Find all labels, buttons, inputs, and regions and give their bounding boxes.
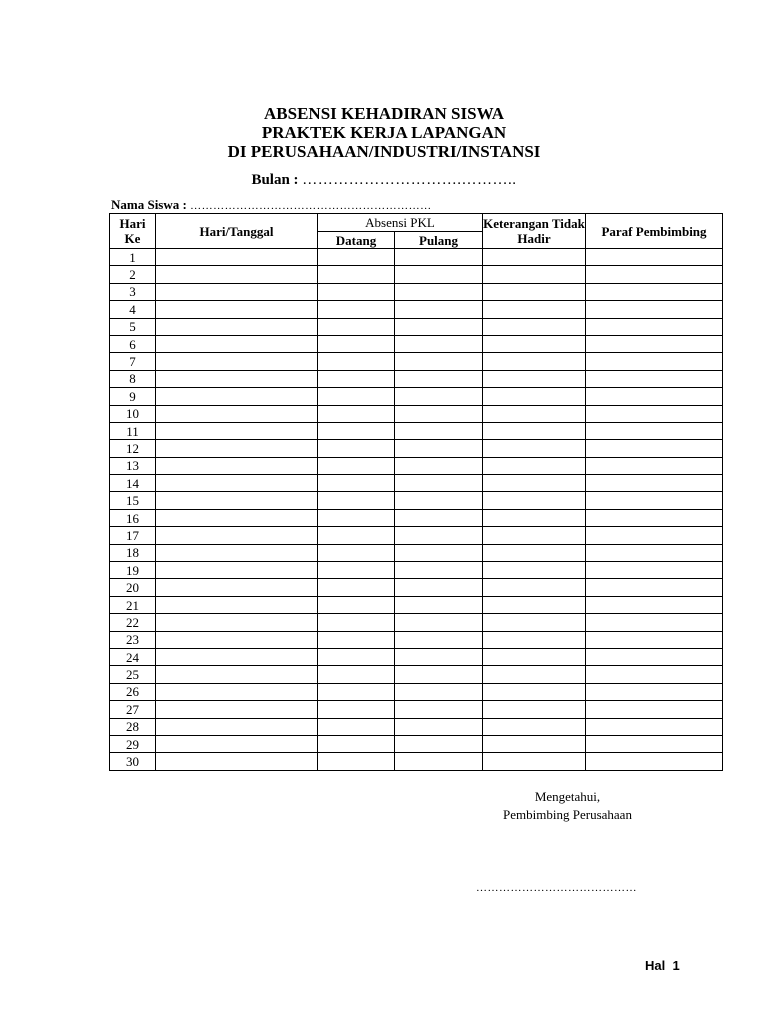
hari-tanggal-cell [156, 614, 318, 631]
paraf-cell [586, 405, 723, 422]
paraf-cell [586, 475, 723, 492]
paraf-cell [586, 753, 723, 770]
datang-cell [318, 440, 395, 457]
pulang-cell [395, 683, 483, 700]
table-row [110, 370, 723, 387]
row-number: 24 [110, 648, 156, 665]
pulang-cell [395, 266, 483, 283]
datang-cell [318, 283, 395, 300]
hari-tanggal-cell [156, 596, 318, 613]
table-row [110, 527, 723, 544]
table-row [110, 753, 723, 770]
paraf-cell [586, 370, 723, 387]
hari-tanggal-cell [156, 422, 318, 439]
hari-tanggal-cell [156, 388, 318, 405]
attendance-table-body [110, 249, 723, 771]
keterangan-cell [483, 370, 586, 387]
hari-tanggal-cell [156, 353, 318, 370]
row-number: 29 [110, 735, 156, 752]
table-row [110, 614, 723, 631]
header-keterangan: Keterangan Tidak Hadir [483, 214, 586, 249]
pulang-cell [395, 631, 483, 648]
keterangan-cell [483, 492, 586, 509]
hari-tanggal-cell [156, 370, 318, 387]
pulang-cell [395, 562, 483, 579]
datang-cell [318, 701, 395, 718]
keterangan-cell [483, 475, 586, 492]
paraf-cell [586, 388, 723, 405]
hari-tanggal-cell [156, 457, 318, 474]
paraf-cell [586, 249, 723, 266]
datang-cell [318, 735, 395, 752]
paraf-cell [586, 544, 723, 561]
signature-dots: …………………………………… [476, 882, 637, 894]
keterangan-cell [483, 562, 586, 579]
pulang-cell [395, 335, 483, 352]
paraf-cell [586, 614, 723, 631]
paraf-cell [586, 301, 723, 318]
datang-cell [318, 631, 395, 648]
hari-tanggal-cell [156, 753, 318, 770]
paraf-cell [586, 562, 723, 579]
hari-tanggal-cell [156, 579, 318, 596]
paraf-cell [586, 440, 723, 457]
nama-siswa-dots: ……………………………………………………… [190, 200, 432, 212]
table-row [110, 475, 723, 492]
row-number: 10 [110, 405, 156, 422]
document-title [0, 104, 768, 161]
nama-siswa-label: Nama Siswa : [111, 197, 187, 212]
hari-tanggal-cell [156, 266, 318, 283]
keterangan-cell [483, 527, 586, 544]
keterangan-cell [483, 753, 586, 770]
row-number: 15 [110, 492, 156, 509]
table-row [110, 579, 723, 596]
keterangan-cell [483, 614, 586, 631]
pulang-cell [395, 527, 483, 544]
table-row [110, 631, 723, 648]
datang-cell [318, 753, 395, 770]
paraf-cell [586, 735, 723, 752]
row-number: 30 [110, 753, 156, 770]
title-line-3: DI PERUSAHAAN/INDUSTRI/INSTANSI [227, 142, 541, 161]
bulan-dots: ………………………….……….. [302, 172, 517, 188]
table-row [110, 301, 723, 318]
row-number: 27 [110, 701, 156, 718]
keterangan-cell [483, 579, 586, 596]
table-row [110, 335, 723, 352]
pulang-cell [395, 735, 483, 752]
pulang-cell [395, 318, 483, 335]
pulang-cell [395, 509, 483, 526]
pulang-cell [395, 666, 483, 683]
table-row [110, 509, 723, 526]
title-line-2: PRAKTEK KERJA LAPANGAN [261, 123, 507, 142]
pulang-cell [395, 544, 483, 561]
pulang-cell [395, 579, 483, 596]
table-row [110, 266, 723, 283]
pulang-cell [395, 353, 483, 370]
keterangan-cell [483, 318, 586, 335]
paraf-cell [586, 509, 723, 526]
paraf-cell [586, 492, 723, 509]
paraf-cell [586, 718, 723, 735]
paraf-cell [586, 353, 723, 370]
pulang-cell [395, 614, 483, 631]
pulang-cell [395, 388, 483, 405]
datang-cell [318, 335, 395, 352]
table-row [110, 353, 723, 370]
datang-cell [318, 562, 395, 579]
header-paraf: Paraf Pembimbing [586, 214, 723, 249]
hari-tanggal-cell [156, 527, 318, 544]
signature-line-2: Pembimbing Perusahaan [503, 807, 632, 822]
pulang-cell [395, 283, 483, 300]
keterangan-cell [483, 335, 586, 352]
row-number: 14 [110, 475, 156, 492]
page-number: Hal 1 [645, 958, 680, 973]
hari-tanggal-cell [156, 335, 318, 352]
hari-tanggal-cell [156, 318, 318, 335]
row-number: 4 [110, 301, 156, 318]
table-row [110, 701, 723, 718]
paraf-cell [586, 631, 723, 648]
paraf-cell [586, 683, 723, 700]
keterangan-cell [483, 631, 586, 648]
row-number: 8 [110, 370, 156, 387]
nama-siswa-field [111, 197, 432, 213]
pulang-cell [395, 701, 483, 718]
header-hari-ke: Hari Ke [110, 214, 156, 249]
signature-line-1: Mengetahui, [534, 789, 601, 804]
hari-tanggal-cell [156, 405, 318, 422]
keterangan-cell [483, 249, 586, 266]
keterangan-cell [483, 718, 586, 735]
row-number: 18 [110, 544, 156, 561]
keterangan-cell [483, 666, 586, 683]
hari-tanggal-cell [156, 631, 318, 648]
attendance-table [109, 213, 723, 771]
table-row [110, 718, 723, 735]
hari-tanggal-cell [156, 735, 318, 752]
datang-cell [318, 266, 395, 283]
bulan-label: Bulan : [251, 172, 299, 188]
row-number: 16 [110, 509, 156, 526]
table-row [110, 422, 723, 439]
hari-tanggal-cell [156, 301, 318, 318]
datang-cell [318, 475, 395, 492]
datang-cell [318, 422, 395, 439]
hari-tanggal-cell [156, 648, 318, 665]
paraf-cell [586, 579, 723, 596]
row-number: 2 [110, 266, 156, 283]
paraf-cell [586, 318, 723, 335]
paraf-cell [586, 527, 723, 544]
table-row [110, 388, 723, 405]
pulang-cell [395, 370, 483, 387]
datang-cell [318, 388, 395, 405]
datang-cell [318, 648, 395, 665]
keterangan-cell [483, 701, 586, 718]
table-row [110, 440, 723, 457]
datang-cell [318, 579, 395, 596]
datang-cell [318, 301, 395, 318]
paraf-cell [586, 457, 723, 474]
row-number: 9 [110, 388, 156, 405]
datang-cell [318, 370, 395, 387]
header-datang: Datang [318, 232, 395, 249]
keterangan-cell [483, 457, 586, 474]
table-row [110, 249, 723, 266]
header-pulang: Pulang [395, 232, 483, 249]
table-row [110, 648, 723, 665]
row-number: 25 [110, 666, 156, 683]
row-number: 22 [110, 614, 156, 631]
datang-cell [318, 718, 395, 735]
header-absensi-pkl: Absensi PKL [318, 214, 483, 232]
keterangan-cell [483, 405, 586, 422]
datang-cell [318, 405, 395, 422]
row-number: 23 [110, 631, 156, 648]
row-number: 21 [110, 596, 156, 613]
hari-tanggal-cell [156, 718, 318, 735]
pulang-cell [395, 422, 483, 439]
hari-tanggal-cell [156, 544, 318, 561]
datang-cell [318, 492, 395, 509]
table-row [110, 544, 723, 561]
hari-tanggal-cell [156, 701, 318, 718]
row-number: 13 [110, 457, 156, 474]
hari-tanggal-cell [156, 492, 318, 509]
datang-cell [318, 596, 395, 613]
row-number: 19 [110, 562, 156, 579]
keterangan-cell [483, 735, 586, 752]
paraf-cell [586, 266, 723, 283]
keterangan-cell [483, 544, 586, 561]
row-number: 12 [110, 440, 156, 457]
paraf-cell [586, 701, 723, 718]
keterangan-cell [483, 422, 586, 439]
row-number: 20 [110, 579, 156, 596]
keterangan-cell [483, 353, 586, 370]
hari-tanggal-cell [156, 509, 318, 526]
hari-tanggal-cell [156, 283, 318, 300]
datang-cell [318, 509, 395, 526]
datang-cell [318, 527, 395, 544]
row-number: 6 [110, 335, 156, 352]
row-number: 28 [110, 718, 156, 735]
table-row [110, 596, 723, 613]
keterangan-cell [483, 283, 586, 300]
table-row [110, 492, 723, 509]
datang-cell [318, 614, 395, 631]
pulang-cell [395, 301, 483, 318]
table-row [110, 318, 723, 335]
hari-tanggal-cell [156, 440, 318, 457]
pulang-cell [395, 249, 483, 266]
pulang-cell [395, 596, 483, 613]
table-row [110, 666, 723, 683]
datang-cell [318, 544, 395, 561]
pulang-cell [395, 405, 483, 422]
keterangan-cell [483, 440, 586, 457]
table-row [110, 735, 723, 752]
title-line-1: ABSENSI KEHADIRAN SISWA [264, 104, 504, 123]
paraf-cell [586, 335, 723, 352]
paraf-cell [586, 596, 723, 613]
keterangan-cell [483, 509, 586, 526]
datang-cell [318, 457, 395, 474]
hari-tanggal-cell [156, 666, 318, 683]
keterangan-cell [483, 683, 586, 700]
table-row [110, 457, 723, 474]
datang-cell [318, 318, 395, 335]
paraf-cell [586, 666, 723, 683]
row-number: 7 [110, 353, 156, 370]
hari-tanggal-cell [156, 562, 318, 579]
hari-tanggal-cell [156, 249, 318, 266]
pulang-cell [395, 492, 483, 509]
pulang-cell [395, 718, 483, 735]
keterangan-cell [483, 266, 586, 283]
row-number: 3 [110, 283, 156, 300]
keterangan-cell [483, 596, 586, 613]
bulan-field [0, 172, 768, 189]
row-number: 5 [110, 318, 156, 335]
keterangan-cell [483, 648, 586, 665]
table-row [110, 562, 723, 579]
keterangan-cell [483, 388, 586, 405]
row-number: 26 [110, 683, 156, 700]
paraf-cell [586, 422, 723, 439]
pulang-cell [395, 753, 483, 770]
table-row [110, 683, 723, 700]
paraf-cell [586, 283, 723, 300]
table-row [110, 405, 723, 422]
row-number: 17 [110, 527, 156, 544]
keterangan-cell [483, 301, 586, 318]
pulang-cell [395, 648, 483, 665]
datang-cell [318, 353, 395, 370]
hari-tanggal-cell [156, 683, 318, 700]
datang-cell [318, 683, 395, 700]
table-row [110, 283, 723, 300]
pulang-cell [395, 457, 483, 474]
datang-cell [318, 666, 395, 683]
row-number: 1 [110, 249, 156, 266]
datang-cell [318, 249, 395, 266]
pulang-cell [395, 475, 483, 492]
row-number: 11 [110, 422, 156, 439]
header-hari-tanggal: Hari/Tanggal [156, 214, 318, 249]
pulang-cell [395, 440, 483, 457]
hari-tanggal-cell [156, 475, 318, 492]
paraf-cell [586, 648, 723, 665]
signature-block [470, 788, 665, 824]
